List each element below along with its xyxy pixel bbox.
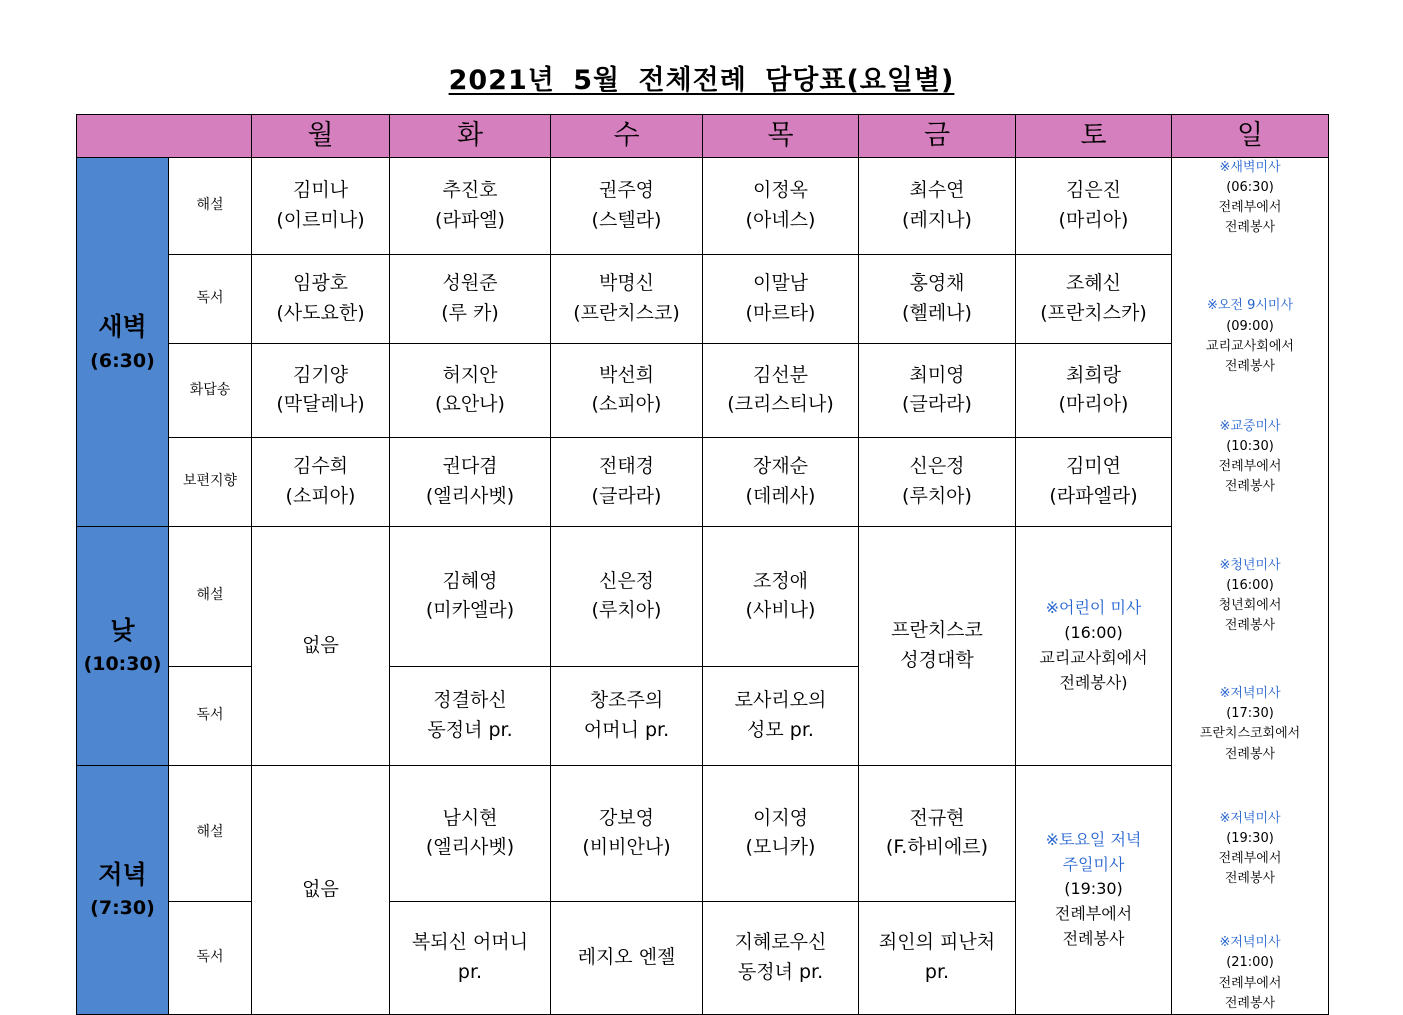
day-header-sun: 일 (1172, 115, 1329, 158)
sunday-mass-item: ※저녁미사 (21:00) 전례부에서 전례봉사 (1218, 935, 1282, 1011)
sunday-mass-item: ※청년미사 (16:00) 청년회에서 전례봉사 (1218, 557, 1282, 633)
day-header-mon: 월 (252, 115, 390, 158)
none-cell: 없음 (252, 526, 390, 765)
period-name: 낮 (110, 615, 135, 645)
saturday-evening-cell: ※토요일 저녁 주일미사 (19:30) 전례부에서 전례봉사 (1016, 765, 1172, 1014)
assignment-cell: 최수연 (레지나) (859, 157, 1016, 254)
assignment-cell: 죄인의 피난처 pr. (859, 901, 1016, 1014)
sunday-mass-item: ※새벽미사 (06:30) 전례부에서 전례봉사 (1218, 159, 1282, 236)
assignment-cell: 김은진 (마리아) (1016, 157, 1172, 254)
assignment-cell: 김선분 (크리스티나) (703, 343, 859, 437)
assignment-cell: 전규현 (F.하비에르) (859, 765, 1016, 901)
none-cell: 없음 (252, 765, 390, 1014)
day-header-tue: 화 (390, 115, 551, 158)
assignment-cell: 권다겸 (엘리사벳) (390, 437, 551, 526)
dawn-commentary-row (77, 157, 1329, 254)
role-label: 해설 (169, 157, 252, 254)
assignment-cell: 김미연 (라파엘라) (1016, 437, 1172, 526)
assignment-cell: 김혜영 (미카엘라) (390, 526, 551, 666)
period-time: (6:30) (90, 349, 155, 372)
saturday-day-cell: ※어린이 미사 (16:00) 교리교사회에서 전례봉사) (1016, 526, 1172, 765)
day-header-sat: 토 (1016, 115, 1172, 158)
sunday-mass-item: ※저녁미사 (19:30) 전례부에서 전례봉사 (1218, 810, 1282, 887)
assignment-cell: 이말남 (마르타) (703, 254, 859, 343)
assignment-cell: 이지영 (모니카) (703, 765, 859, 901)
role-label: 독서 (169, 666, 252, 765)
assignment-cell: 강보영 (비비안나) (551, 765, 703, 901)
assignment-cell: 남시현 (엘리사벳) (390, 765, 551, 901)
day-header-fri: 금 (859, 115, 1016, 158)
assignment-cell: 홍영채 (헬레나) (859, 254, 1016, 343)
period-evening (77, 765, 169, 1014)
assignment-cell: 이정옥 (아네스) (703, 157, 859, 254)
role-label: 보편지향 (169, 437, 252, 526)
assignment-cell: 최희랑 (마리아) (1016, 343, 1172, 437)
page-title: 2021년 5월 전체전례 담당표(요일별) (448, 65, 955, 96)
assignment-cell: 조혜신 (프란치스카) (1016, 254, 1172, 343)
sunday-mass-item: ※저녁미사 (17:30) 프란치스코회에서 전례봉사 (1199, 686, 1301, 762)
role-label: 독서 (169, 901, 252, 1014)
day-header-thu: 목 (703, 115, 859, 158)
assignment-cell: 김기양 (막달레나) (252, 343, 390, 437)
assignment-cell: 신은정 (루치아) (551, 526, 703, 666)
sunday-mass-item: ※교중미사 (10:30) 전례부에서 전례봉사 (1218, 418, 1282, 495)
assignment-cell: 최미영 (글라라) (859, 343, 1016, 437)
assignment-cell: 조정애 (사비나) (703, 526, 859, 666)
role-label: 해설 (169, 765, 252, 901)
assignment-cell: 전태경 (글라라) (551, 437, 703, 526)
assignment-cell: 임광호 (사도요한) (252, 254, 390, 343)
period-dawn (77, 157, 169, 526)
dawn-prayers-row (77, 437, 1329, 526)
assignment-cell: 추진호 (라파엘) (390, 157, 551, 254)
assignment-cell: 허지안 (요안나) (390, 343, 551, 437)
assignment-cell: 정결하신 동정녀 pr. (390, 666, 551, 765)
assignment-cell: 창조주의 어머니 pr. (551, 666, 703, 765)
assignment-cell: 박선희 (소피아) (551, 343, 703, 437)
assignment-cell: 김미나 (이르미나) (252, 157, 390, 254)
role-label: 독서 (169, 254, 252, 343)
assignment-cell: 권주영 (스텔라) (551, 157, 703, 254)
assignment-cell: 복되신 어머니 pr. (390, 901, 551, 1014)
day-commentary-row (77, 526, 1329, 666)
assignment-cell: 장재순 (데레사) (703, 437, 859, 526)
header-row (77, 115, 1329, 158)
friday-day-cell: 프란치스코 성경대학 (859, 526, 1016, 765)
assignment-cell: 김수희 (소피아) (252, 437, 390, 526)
header-corner (77, 115, 252, 158)
role-label: 해설 (169, 526, 252, 666)
day-header-wed: 수 (551, 115, 703, 158)
period-time: (10:30) (83, 653, 162, 676)
dawn-reading-row (77, 254, 1329, 343)
period-name: 저녁 (98, 859, 147, 889)
assignment-cell: 박명신 (프란치스코) (551, 254, 703, 343)
period-time: (7:30) (90, 897, 155, 920)
assignment-cell: 신은정 (루치아) (859, 437, 1016, 526)
period-day (77, 526, 169, 765)
evening-commentary-row (77, 765, 1329, 901)
period-name: 새벽 (98, 311, 147, 341)
sunday-mass-list (1172, 157, 1329, 1014)
role-label: 화답송 (169, 343, 252, 437)
schedule-table (76, 114, 1329, 1015)
assignment-cell: 지혜로우신 동정녀 pr. (703, 901, 859, 1014)
assignment-cell: 로사리오의 성모 pr. (703, 666, 859, 765)
assignment-cell: 레지오 엔젤 (551, 901, 703, 1014)
sunday-mass-item: ※오전 9시미사 (09:00) 교리교사회에서 전례봉사 (1206, 298, 1294, 374)
assignment-cell: 성원준 (루 카) (390, 254, 551, 343)
dawn-psalm-row (77, 343, 1329, 437)
